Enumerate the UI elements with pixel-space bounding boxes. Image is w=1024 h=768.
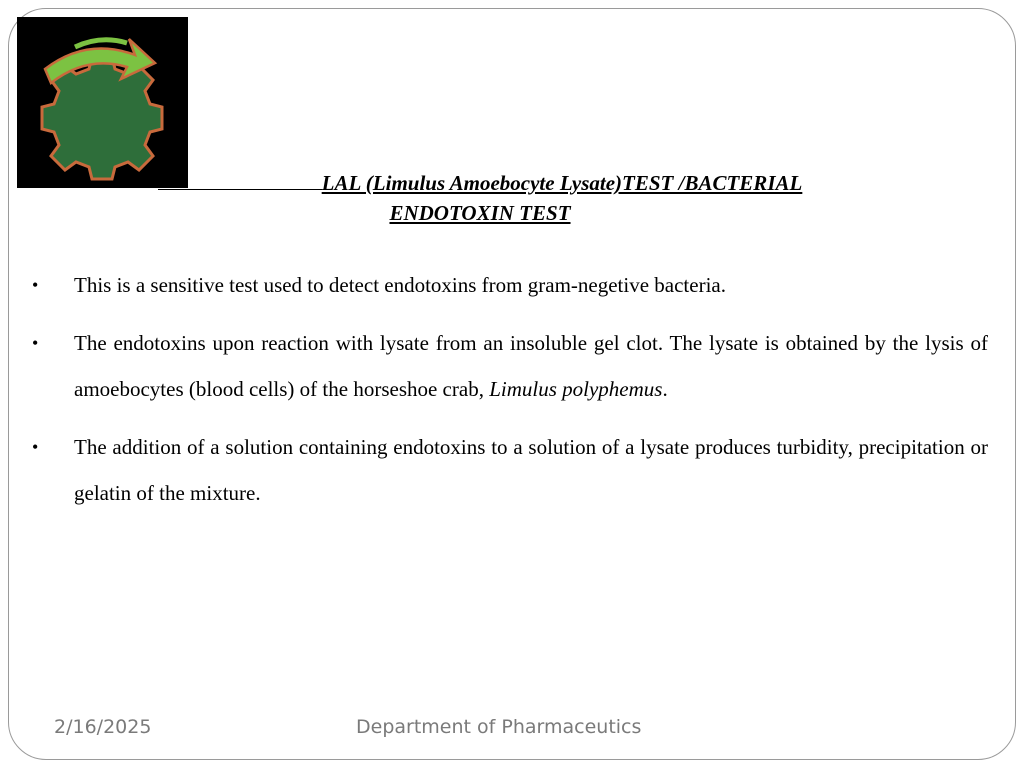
bullet-text: The addition of a solution containing endotoxins to a solution of a lysate produces turbidity, precipitation or gelatin of the mixture. [74,435,988,505]
title-line-1: LAL (Limulus Amoebocyte Lysate)TEST /BACTERIAL [321,171,803,195]
bullet-text: This is a sensitive test used to detect endotoxins from gram-negetive bacteria. [74,273,726,297]
slide-title [100,168,860,228]
list-item [30,424,988,516]
bullet-icon: • [32,437,39,457]
footer-date: 2/16/2025 [54,716,152,738]
bullet-text-end: . [662,377,668,401]
bullet-text: The endotoxins upon reaction with lysate from an insoluble gel clot. The lysate is obtained by the lysis of amoebocytes (blood cells) of the horseshoe crab, [74,331,988,401]
gear-arrow-logo-icon [17,17,188,188]
bullet-icon: • [32,333,39,353]
title-line-2: ENDOTOXIN TEST [389,201,571,225]
title-underline-lead [158,188,322,190]
list-item [30,320,988,412]
list-item [30,262,988,308]
bullet-list [30,262,988,528]
species-name: Limulus polyphemus [489,377,663,401]
footer-department: Department of Pharmaceutics [356,716,642,738]
bullet-icon: • [32,275,39,295]
